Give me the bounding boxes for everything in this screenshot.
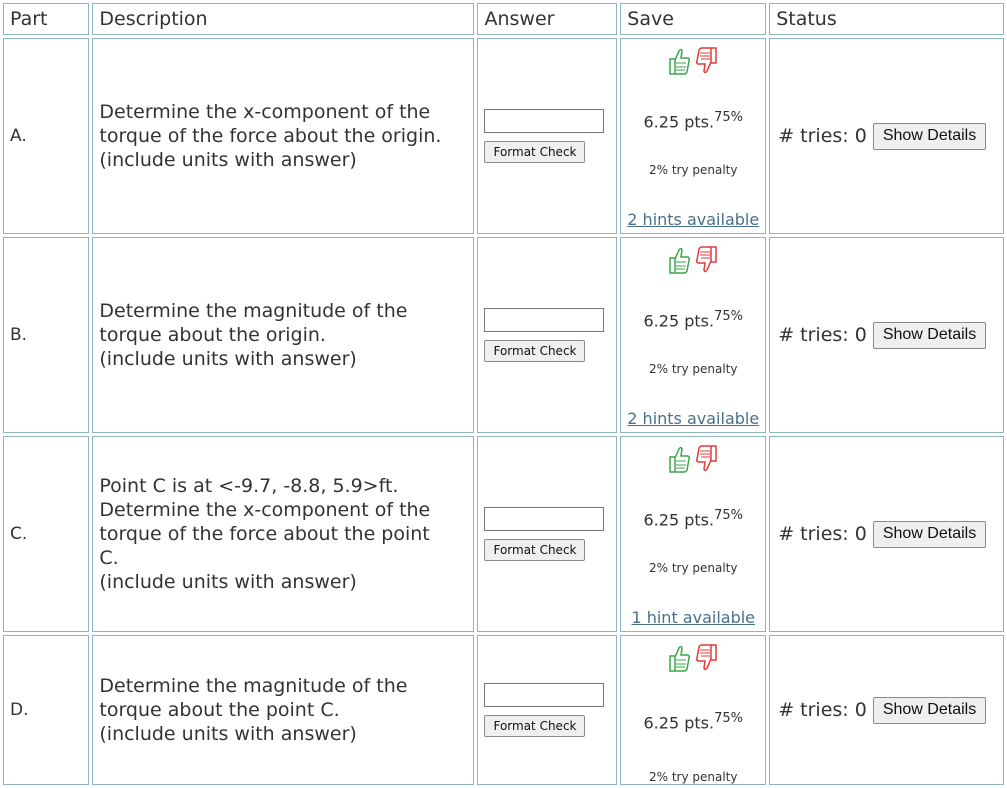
thumbs-down-icon[interactable] xyxy=(694,642,722,674)
description-line: C. xyxy=(99,547,119,569)
thumbs-up-icon[interactable] xyxy=(664,244,692,276)
rating-buttons xyxy=(664,45,722,77)
points-value xyxy=(644,309,743,330)
description-line: Determine the x-component of the xyxy=(99,499,431,521)
save-cell xyxy=(620,237,766,433)
part-description xyxy=(92,237,474,433)
points-percent: 75% xyxy=(714,507,743,523)
points-value xyxy=(644,508,743,529)
description-line: Determine the x-component of the xyxy=(99,101,431,123)
rating-buttons xyxy=(664,443,722,475)
description-line: (include units with answer) xyxy=(99,348,357,370)
answer-input[interactable] xyxy=(484,308,604,332)
points-text: 6.25 pts. xyxy=(643,310,715,330)
thumbs-down-icon[interactable] xyxy=(694,45,722,77)
hints-link[interactable]: 1 hint available xyxy=(631,607,756,627)
description-line: torque of the force about the origin. xyxy=(99,125,442,147)
header-status: Status xyxy=(769,3,1004,35)
part-description xyxy=(92,38,474,234)
table-row xyxy=(3,436,1004,632)
show-details-button[interactable]: Show Details xyxy=(873,697,986,724)
status-cell xyxy=(769,635,1004,785)
points-value xyxy=(644,711,743,732)
save-cell xyxy=(620,436,766,632)
points-text: 6.25 pts. xyxy=(643,713,715,733)
status-cell xyxy=(769,38,1004,234)
points-value xyxy=(644,110,743,131)
tries-count: # tries: 0 xyxy=(778,124,867,147)
points-percent: 75% xyxy=(714,711,743,727)
description-line: (include units with answer) xyxy=(99,571,357,593)
tries-count: # tries: 0 xyxy=(778,323,867,346)
part-label: C. xyxy=(3,436,89,632)
table-row xyxy=(3,237,1004,433)
tries-count: # tries: 0 xyxy=(778,698,867,721)
part-label: A. xyxy=(3,38,89,234)
points-text: 6.25 pts. xyxy=(643,509,715,529)
description-line: Point C is at <-9.7, -8.8, 5.9>ft. xyxy=(99,475,399,497)
description-line: Determine the magnitude of the xyxy=(99,675,408,697)
status-cell xyxy=(769,436,1004,632)
description-line: torque about the point C. xyxy=(99,699,340,721)
show-details-button[interactable]: Show Details xyxy=(873,322,986,349)
part-description xyxy=(92,635,474,785)
answer-cell xyxy=(477,38,617,234)
rating-buttons xyxy=(664,642,722,674)
tries-count: # tries: 0 xyxy=(778,522,867,545)
thumbs-up-icon[interactable] xyxy=(664,443,692,475)
format-check-button[interactable]: Format Check xyxy=(484,141,585,163)
part-label: B. xyxy=(3,237,89,433)
try-penalty: 2% try penalty xyxy=(648,362,738,377)
part-description xyxy=(92,436,474,632)
header-save: Save xyxy=(620,3,766,35)
try-penalty: 2% try penalty xyxy=(648,769,738,784)
part-label: D. xyxy=(3,635,89,785)
status-cell xyxy=(769,237,1004,433)
try-penalty: 2% try penalty xyxy=(648,163,738,178)
table-row xyxy=(3,38,1004,234)
try-penalty: 2% try penalty xyxy=(648,561,738,576)
thumbs-up-icon[interactable] xyxy=(664,45,692,77)
save-cell xyxy=(620,38,766,234)
thumbs-down-icon[interactable] xyxy=(694,244,722,276)
answer-cell xyxy=(477,436,617,632)
points-text: 6.25 pts. xyxy=(643,111,715,131)
thumbs-down-icon[interactable] xyxy=(694,443,722,475)
table-row xyxy=(3,635,1004,785)
points-percent: 75% xyxy=(714,109,743,125)
description-line: (include units with answer) xyxy=(99,723,357,745)
description-line: torque of the force about the point xyxy=(99,523,430,545)
format-check-button[interactable]: Format Check xyxy=(484,539,585,561)
header-part: Part xyxy=(3,3,89,35)
rating-buttons xyxy=(664,244,722,276)
table-header-row xyxy=(3,3,1004,35)
save-cell xyxy=(620,635,766,785)
answer-input[interactable] xyxy=(484,109,604,133)
answer-input[interactable] xyxy=(484,683,604,707)
answer-input[interactable] xyxy=(484,507,604,531)
hints-link[interactable]: 2 hints available xyxy=(627,209,760,229)
hints-link[interactable]: 2 hints available xyxy=(627,408,760,428)
description-line: torque about the origin. xyxy=(99,324,326,346)
answer-cell xyxy=(477,237,617,433)
thumbs-up-icon[interactable] xyxy=(664,642,692,674)
show-details-button[interactable]: Show Details xyxy=(873,123,986,150)
show-details-button[interactable]: Show Details xyxy=(873,521,986,548)
description-line: (include units with answer) xyxy=(99,149,357,171)
header-answer: Answer xyxy=(477,3,617,35)
points-percent: 75% xyxy=(714,308,743,324)
format-check-button[interactable]: Format Check xyxy=(484,715,585,737)
header-description: Description xyxy=(92,3,474,35)
answer-cell xyxy=(477,635,617,785)
format-check-button[interactable]: Format Check xyxy=(484,340,585,362)
description-line: Determine the magnitude of the xyxy=(99,300,408,322)
